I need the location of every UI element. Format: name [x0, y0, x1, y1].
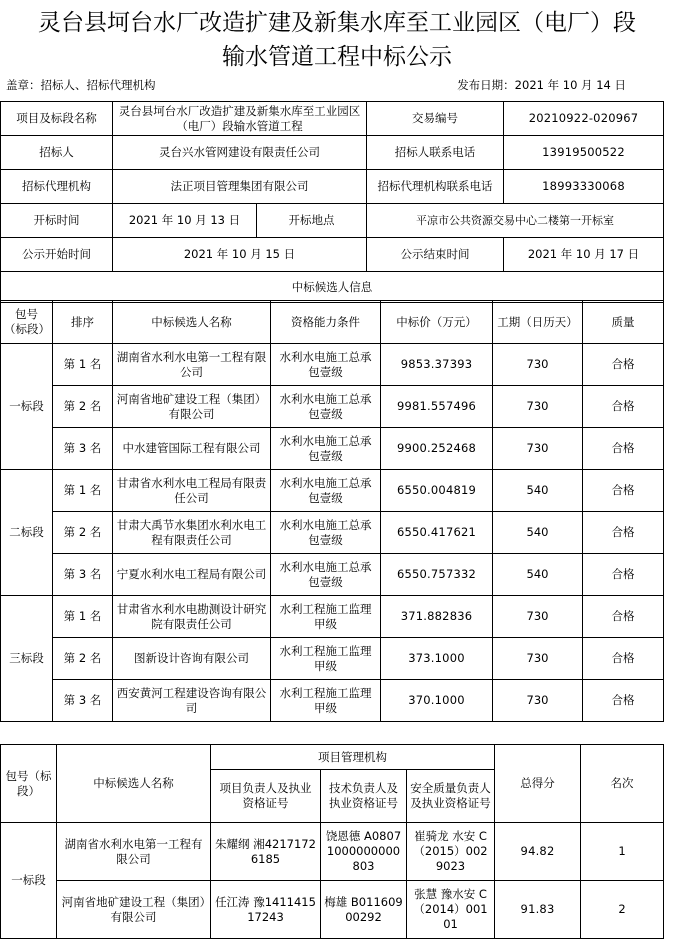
candidates-table [0, 300, 664, 722]
rank-cell: 第 2 名 [53, 386, 113, 428]
quality-cell: 合格 [583, 470, 664, 512]
mgmt-col-lot: 包号（标段） [1, 745, 57, 823]
seal-note: 盖章：招标人、招标代理机构 [6, 78, 156, 92]
mgmt-col-pm: 项目负责人及执业资格证号 [211, 770, 321, 823]
tenderer-label: 招标人 [1, 136, 113, 170]
mgmt-pm-cell: 任江涛 豫141141517243 [211, 881, 321, 939]
mgmt-tech-cell: 饶恩德 A08071000000000803 [321, 823, 407, 881]
open-time-value: 2021 年 10 月 13 日 [113, 204, 257, 238]
project-info-table [0, 101, 664, 303]
table-row [1, 638, 664, 680]
table-row [1, 344, 664, 386]
title-line-1: 灵台县坷台水厂改造扩建及新集水库至工业园区（电厂）段 [38, 10, 636, 36]
table-row [1, 470, 664, 512]
name-cell: 西安黄河工程建设咨询有限公司 [113, 680, 271, 722]
col-name: 中标候选人名称 [113, 301, 271, 344]
price-cell: 373.1000 [381, 638, 493, 680]
rank-cell: 第 1 名 [53, 344, 113, 386]
table-row [1, 823, 664, 881]
mgmt-col-score: 总得分 [495, 745, 581, 823]
mgmt-col-group: 项目管理机构 [211, 745, 495, 770]
mgmt-col-safety: 安全质量负责人及执业资格证号 [407, 770, 495, 823]
period-cell: 540 [493, 554, 583, 596]
quality-cell: 合格 [583, 428, 664, 470]
table-row [1, 596, 664, 638]
name-cell: 河南省地矿建设工程（集团）有限公司 [113, 386, 271, 428]
notice-start-label: 公示开始时间 [1, 238, 113, 272]
tenderer-phone-label: 招标人联系电话 [367, 136, 504, 170]
mgmt-col-name: 中标候选人名称 [57, 745, 211, 823]
trade-no-value: 20210922-020967 [504, 102, 664, 136]
lot-cell: 二标段 [1, 470, 53, 596]
notice-start-value: 2021 年 10 月 15 日 [113, 238, 367, 272]
qualification-cell: 水利水电施工总承包壹级 [271, 386, 381, 428]
table-row [1, 204, 664, 238]
mgmt-pm-cell: 朱耀纲 湘42171726185 [211, 823, 321, 881]
period-cell: 540 [493, 470, 583, 512]
tenderer-value: 灵台兴水管网建设有限责任公司 [113, 136, 367, 170]
quality-cell: 合格 [583, 596, 664, 638]
quality-cell: 合格 [583, 344, 664, 386]
mgmt-rank-cell: 2 [581, 881, 664, 939]
period-cell: 730 [493, 428, 583, 470]
page-title [0, 0, 674, 74]
mgmt-tech-cell: 梅雄 B01160900292 [321, 881, 407, 939]
table-row [1, 386, 664, 428]
name-cell: 中水建管国际工程有限公司 [113, 428, 271, 470]
price-cell: 6550.417621 [381, 512, 493, 554]
col-rank: 排序 [53, 301, 113, 344]
rank-cell: 第 2 名 [53, 512, 113, 554]
agent-label: 招标代理机构 [1, 170, 113, 204]
mgmt-lot-cell: 一标段 [1, 823, 57, 939]
period-cell: 730 [493, 386, 583, 428]
mgmt-col-tech: 技术负责人及执业资格证号 [321, 770, 407, 823]
tenderer-phone-value: 13919500522 [504, 136, 664, 170]
rank-cell: 第 2 名 [53, 638, 113, 680]
price-cell: 6550.004819 [381, 470, 493, 512]
qualification-cell: 水利工程施工监理甲级 [271, 596, 381, 638]
qualification-cell: 水利水电施工总承包壹级 [271, 344, 381, 386]
period-cell: 730 [493, 680, 583, 722]
quality-cell: 合格 [583, 386, 664, 428]
rank-cell: 第 3 名 [53, 428, 113, 470]
section-heading: 中标候选人信息 [1, 272, 664, 303]
mgmt-col-rank: 名次 [581, 745, 664, 823]
agent-value: 法正项目管理集团有限公司 [113, 170, 367, 204]
table-row [1, 136, 664, 170]
table-row [1, 554, 664, 596]
table-row [1, 170, 664, 204]
qualification-cell: 水利工程施工监理甲级 [271, 680, 381, 722]
name-cell: 图新设计咨询有限公司 [113, 638, 271, 680]
table-row [1, 272, 664, 303]
open-place-value: 平凉市公共资源交易中心二楼第一开标室 [367, 204, 664, 238]
name-cell: 湖南省水利水电第一工程有限公司 [113, 344, 271, 386]
col-qualification: 资格能力条件 [271, 301, 381, 344]
agent-phone-value: 18993330068 [504, 170, 664, 204]
project-value: 灵台县坷台水厂改造扩建及新集水库至工业园区（电厂）段输水管道工程 [113, 102, 367, 136]
qualification-cell: 水利水电施工总承包壹级 [271, 470, 381, 512]
rank-cell: 第 1 名 [53, 596, 113, 638]
table-row [1, 881, 664, 939]
mgmt-name-cell: 河南省地矿建设工程（集团）有限公司 [57, 881, 211, 939]
period-cell: 730 [493, 596, 583, 638]
qualification-cell: 水利水电施工总承包壹级 [271, 428, 381, 470]
qualification-cell: 水利工程施工监理甲级 [271, 638, 381, 680]
table-row [1, 428, 664, 470]
lot-cell: 三标段 [1, 596, 53, 722]
title-line-2: 输水管道工程中标公示 [222, 44, 452, 70]
name-cell: 甘肃大禹节水集团水利水电工程有限责任公司 [113, 512, 271, 554]
rank-cell: 第 3 名 [53, 680, 113, 722]
price-cell: 9900.252468 [381, 428, 493, 470]
quality-cell: 合格 [583, 638, 664, 680]
price-cell: 9853.37393 [381, 344, 493, 386]
name-cell: 甘肃省水利水电勘测设计研究院有限责任公司 [113, 596, 271, 638]
project-label: 项目及标段名称 [1, 102, 113, 136]
mgmt-name-cell: 湖南省水利水电第一工程有限公司 [57, 823, 211, 881]
col-price: 中标价（万元） [381, 301, 493, 344]
col-period: 工期（日历天） [493, 301, 583, 344]
price-cell: 371.882836 [381, 596, 493, 638]
qualification-cell: 水利水电施工总承包壹级 [271, 554, 381, 596]
name-cell: 宁夏水利水电工程局有限公司 [113, 554, 271, 596]
period-cell: 540 [493, 512, 583, 554]
meta-bar [0, 76, 674, 94]
price-cell: 370.1000 [381, 680, 493, 722]
mgmt-safety-cell: 张慧 豫水安 C（2014）00101 [407, 881, 495, 939]
table-row [1, 102, 664, 136]
mgmt-safety-cell: 崔骑龙 水安 C（2015）0029023 [407, 823, 495, 881]
qualification-cell: 水利水电施工总承包壹级 [271, 512, 381, 554]
period-cell: 730 [493, 344, 583, 386]
lot-cell: 一标段 [1, 344, 53, 470]
table-row [1, 238, 664, 272]
agent-phone-label: 招标代理机构联系电话 [367, 170, 504, 204]
col-lot: 包号（标段） [1, 301, 53, 344]
mgmt-rank-cell: 1 [581, 823, 664, 881]
mgmt-score-cell: 94.82 [495, 823, 581, 881]
open-time-label: 开标时间 [1, 204, 113, 238]
open-place-label: 开标地点 [257, 204, 367, 238]
management-table [0, 744, 664, 939]
name-cell: 甘肃省水利水电工程局有限责任公司 [113, 470, 271, 512]
table-row [1, 512, 664, 554]
table-header-row [1, 745, 664, 770]
col-quality: 质量 [583, 301, 664, 344]
price-cell: 6550.757332 [381, 554, 493, 596]
trade-no-label: 交易编号 [367, 102, 504, 136]
quality-cell: 合格 [583, 512, 664, 554]
rank-cell: 第 1 名 [53, 470, 113, 512]
notice-end-value: 2021 年 10 月 17 日 [504, 238, 664, 272]
table-row [1, 680, 664, 722]
mgmt-score-cell: 91.83 [495, 881, 581, 939]
price-cell: 9981.557496 [381, 386, 493, 428]
publish-date: 发布日期：2021 年 10 月 14 日 [457, 78, 626, 92]
notice-end-label: 公示结束时间 [367, 238, 504, 272]
table-header-row [1, 301, 664, 344]
quality-cell: 合格 [583, 554, 664, 596]
rank-cell: 第 3 名 [53, 554, 113, 596]
quality-cell: 合格 [583, 680, 664, 722]
period-cell: 730 [493, 638, 583, 680]
